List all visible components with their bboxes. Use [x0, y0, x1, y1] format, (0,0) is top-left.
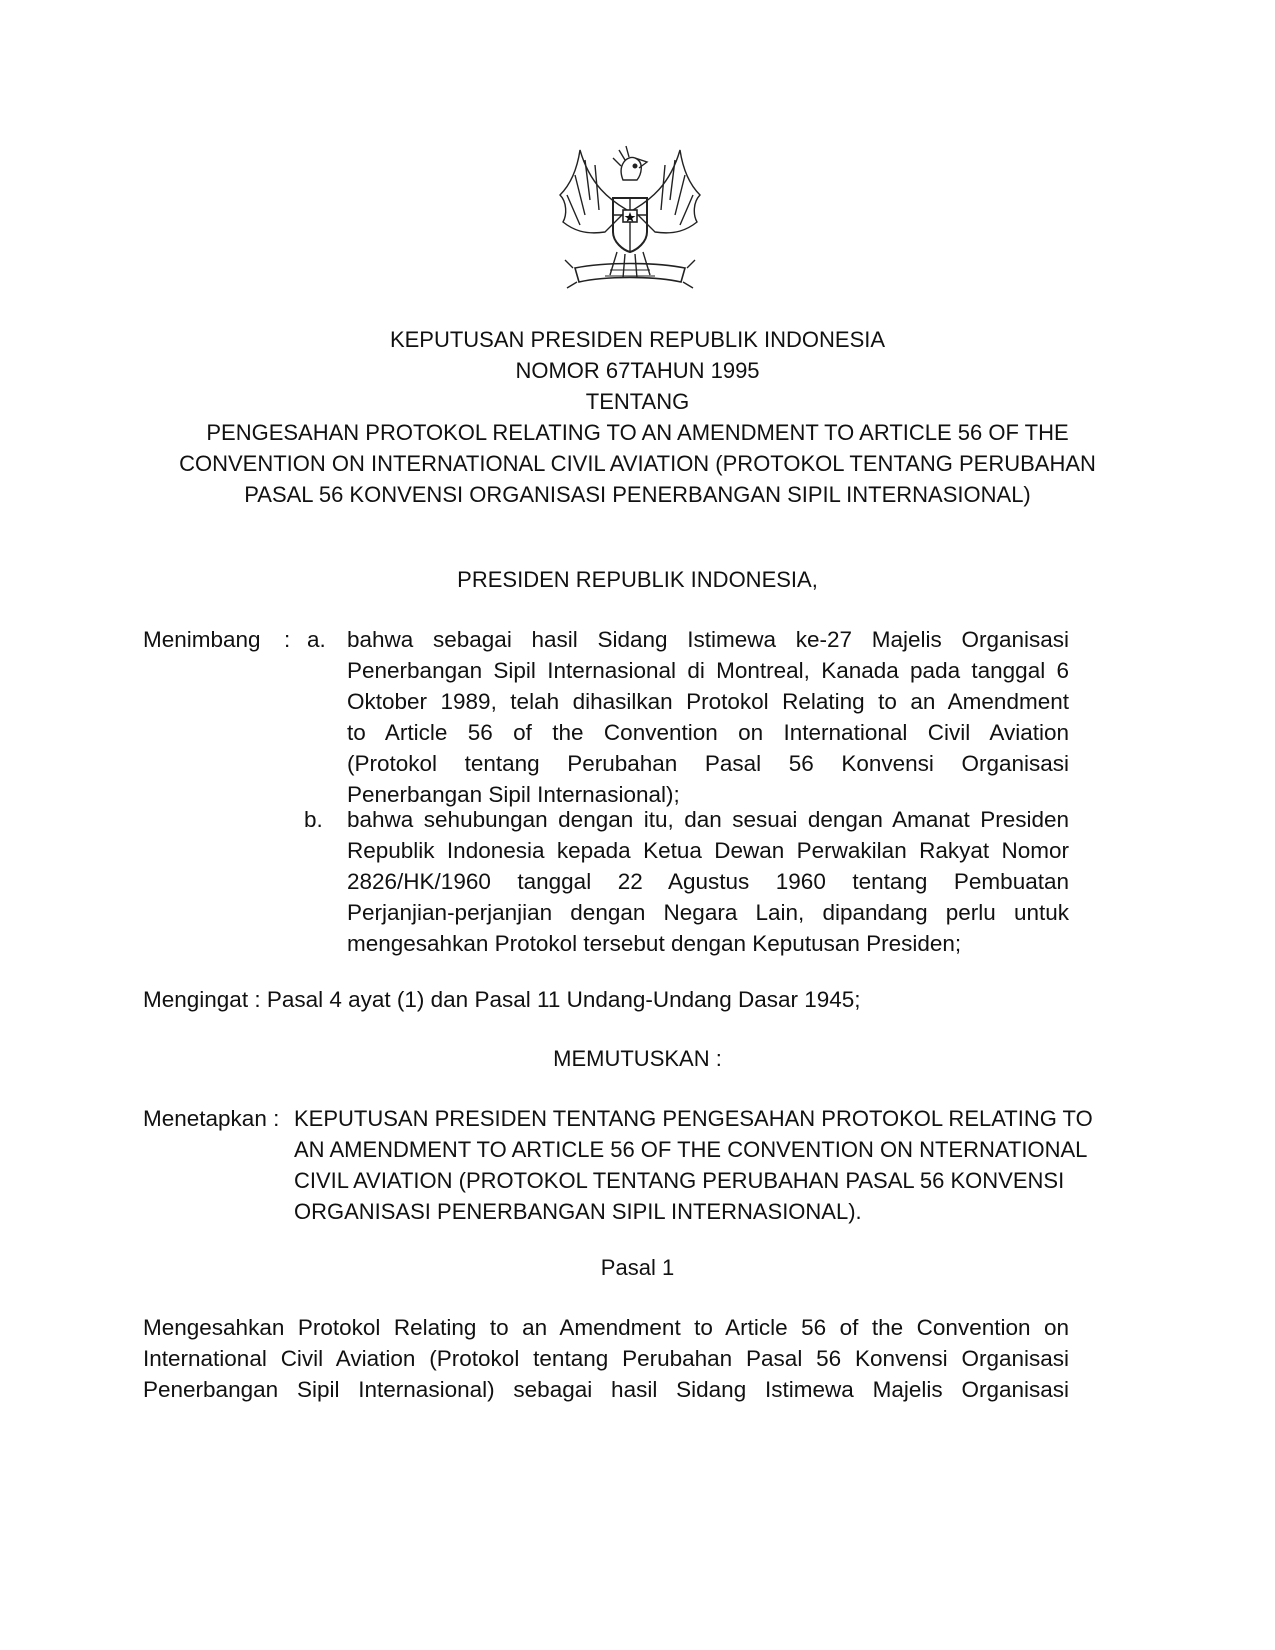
header-number: NOMOR 67TAHUN 1995	[515, 358, 760, 383]
paragraph-line: Oktober 1989, telah dihasilkan Protokol Relating to an Amendment	[347, 689, 1069, 714]
header-tentang: TENTANG	[585, 389, 690, 414]
menimbang-item-a-marker: a.	[307, 627, 326, 652]
paragraph-line: Penerbangan Sipil Internasional);	[347, 782, 680, 807]
paragraph-line: Perjanjian-perjanjian dengan Negara Lain, dipandang perlu untuk	[347, 900, 1069, 925]
paragraph-line: (Protokol tentang Perubahan Pasal 56 Konvensi Organisasi	[347, 751, 1069, 776]
pasal-1-heading	[0, 1252, 1275, 1283]
paragraph-line: Mengesahkan Protokol Relating to an Amendment to Article 56 of the Convention on	[143, 1315, 1069, 1340]
paragraph-line: International Civil Aviation (Protokol tentang Perubahan Pasal 56 Konvensi Organisasi	[143, 1346, 1069, 1371]
paragraph-line: bahwa sebagai hasil Sidang Istimewa ke-27 Majelis Organisasi	[347, 627, 1069, 652]
paragraph-line: to Article 56 of the Convention on International Civil Aviation	[347, 720, 1069, 745]
paragraph-line: bahwa sehubungan dengan itu, dan sesuai dengan Amanat Presiden	[347, 807, 1069, 832]
mengingat-line: Mengingat : Pasal 4 ayat (1) dan Pasal 11 Undang-Undang Dasar 1945;	[143, 987, 861, 1012]
menimbang-item-b	[347, 804, 1069, 959]
menimbang-colon: :	[284, 627, 291, 652]
paragraph-line: KEPUTUSAN PRESIDEN TENTANG PENGESAHAN PROTOKOL RELATING TO	[294, 1106, 1093, 1131]
pasal-1-body	[143, 1312, 1069, 1405]
menetapkan-label: Menetapkan :	[143, 1106, 280, 1131]
paragraph-line: Penerbangan Sipil Internasional di Montreal, Kanada pada tanggal 6	[347, 658, 1069, 683]
document-header	[0, 324, 1275, 510]
paragraph-line: CIVIL AVIATION (PROTOKOL TENTANG PERUBAHAN PASAL 56 KONVENSI	[294, 1168, 1065, 1193]
menimbang-item-a	[347, 624, 1069, 810]
menetapkan-text	[294, 1103, 1093, 1227]
paragraph-line: ORGANISASI PENERBANGAN SIPIL INTERNASIONAL).	[294, 1199, 862, 1224]
header-subject-line: PASAL 56 KONVENSI ORGANISASI PENERBANGAN SIPIL INTERNASIONAL)	[244, 482, 1031, 507]
paragraph-line: Penerbangan Sipil Internasional) sebagai hasil Sidang Istimewa Majelis Organisasi	[143, 1377, 1069, 1402]
memutuskan-heading	[0, 1043, 1275, 1074]
memutuskan-text: MEMUTUSKAN :	[553, 1046, 722, 1071]
garuda-icon	[555, 140, 705, 300]
paragraph-line: mengesahkan Protokol tersebut dengan Keputusan Presiden;	[347, 931, 962, 956]
president-heading	[0, 564, 1275, 595]
menimbang-label: Menimbang	[143, 627, 261, 652]
header-subject-line: CONVENTION ON INTERNATIONAL CIVIL AVIATION (PROTOKOL TENTANG PERUBAHAN	[179, 451, 1096, 476]
menimbang-item-b-marker: b.	[304, 807, 323, 832]
paragraph-line: AN AMENDMENT TO ARTICLE 56 OF THE CONVENTION ON NTERNATIONAL	[294, 1137, 1088, 1162]
header-subject-line: PENGESAHAN PROTOKOL RELATING TO AN AMENDMENT TO ARTICLE 56 OF THE	[206, 420, 1069, 445]
paragraph-line: Republik Indonesia kepada Ketua Dewan Perwakilan Rakyat Nomor	[347, 838, 1069, 863]
paragraph-line: 2826/HK/1960 tanggal 22 Agustus 1960 tentang Pembuatan	[347, 869, 1069, 894]
president-heading-text: PRESIDEN REPUBLIK INDONESIA,	[457, 567, 818, 592]
header-title: KEPUTUSAN PRESIDEN REPUBLIK INDONESIA	[389, 327, 886, 352]
pasal-1-heading-text: Pasal 1	[600, 1255, 675, 1280]
